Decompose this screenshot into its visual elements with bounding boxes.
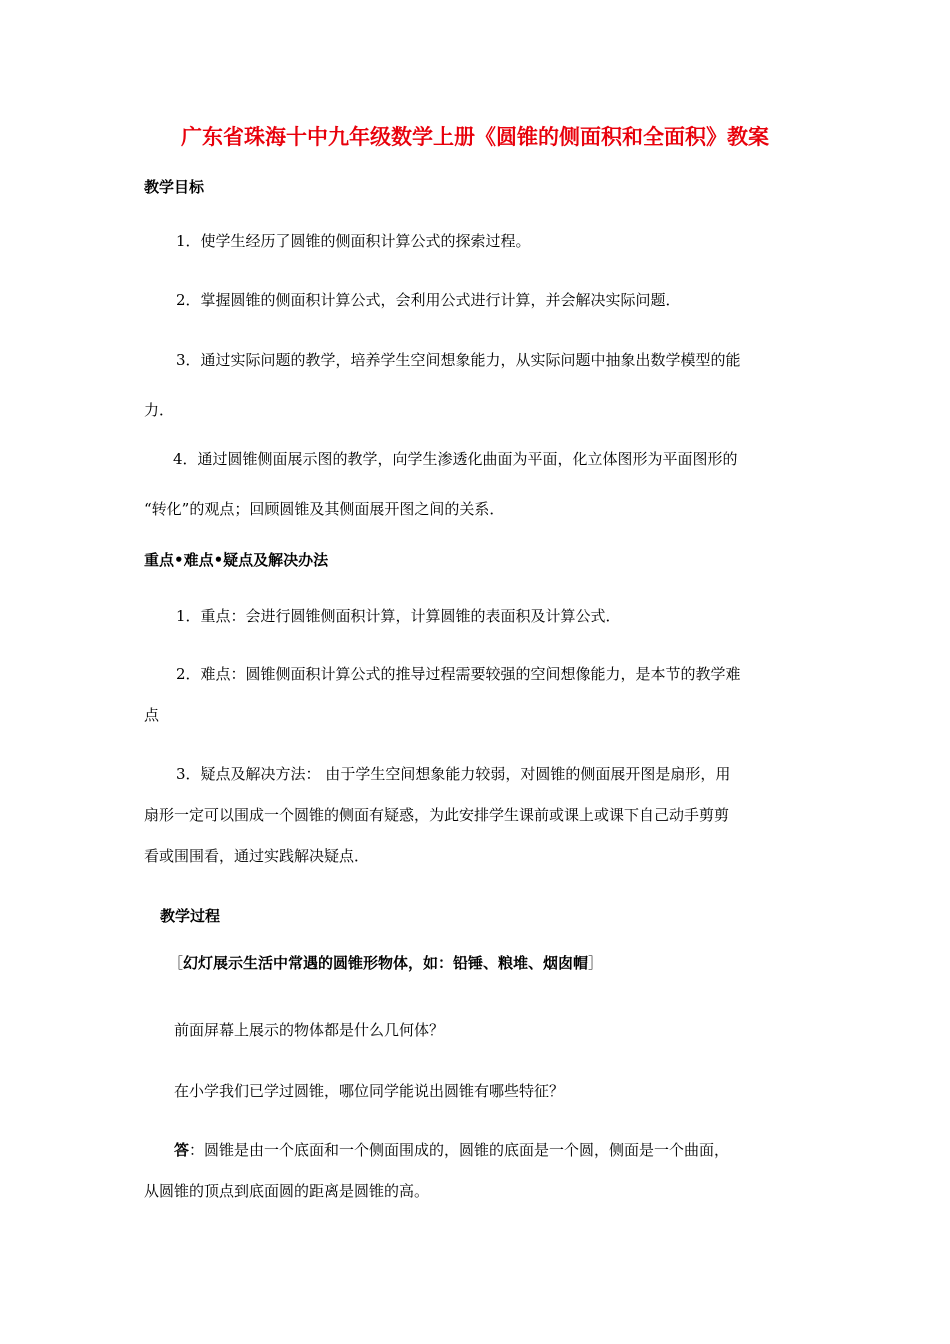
question-1: 前面屏幕上展示的物体都是什么几何体？: [174, 1021, 445, 1039]
goal-item-4: [144, 442, 810, 526]
slide-bracket-open: ［: [168, 954, 184, 972]
key-item-3: [144, 757, 810, 873]
key-item-3-line-3: 看或围围看，通过实践解决疑点．: [144, 847, 370, 865]
goal-item-2: 2．掌握圆锥的侧面积计算公式，会利用公式进行计算，并会解决实际问题．: [176, 291, 681, 309]
answer-line-2: 从圆锥的顶点到底面圆的距离是圆锥的高。: [144, 1182, 430, 1200]
key-item-3-line-2: 扇形一定可以围成一个圆锥的侧面有疑惑，为此安排学生课前或课上或课下自己动手剪剪: [144, 806, 730, 824]
document-title: 广东省珠海十中九年级数学上册《圆锥的侧面积和全面积》教案: [181, 125, 769, 149]
key-item-2-line-2: 点: [144, 706, 160, 724]
goal-item-3-line-1: 3．通过实际问题的教学，培养学生空间想象能力，从实际问题中抽象出数学模型的能: [176, 351, 741, 369]
key-item-3-line-1: 3．疑点及解决方法： 由于学生空间想象能力较弱，对圆锥的侧面展开图是扇形，用: [176, 765, 731, 783]
answer-line-1: [144, 1133, 810, 1167]
slide-note-text: 幻灯展示生活中常遇的圆锥形物体，如：铅锤、粮堆、烟囱帽: [183, 954, 589, 972]
key-item-2: [144, 657, 810, 732]
slide-note: [168, 946, 603, 980]
goal-item-3: [144, 343, 810, 427]
answer-label: 答: [174, 1141, 190, 1159]
section-heading-goals: 教学目标: [144, 178, 205, 196]
goal-item-3-line-2: 力．: [144, 401, 175, 419]
key-item-1: 1．重点：会进行圆锥侧面积计算，计算圆锥的表面积及计算公式．: [176, 607, 621, 625]
section-heading-process: 教学过程: [160, 907, 221, 925]
answer-line-1-text: ：圆锥是由一个底面和一个侧面围成的，圆锥的底面是一个圆，侧面是一个曲面，: [189, 1141, 730, 1159]
goal-item-1: 1．使学生经历了圆锥的侧面积计算公式的探索过程。: [176, 232, 531, 250]
section-heading-key-points: 重点•难点•疑点及解决办法: [144, 551, 329, 569]
goal-item-4-line-2: “转化”的观点；回顾圆锥及其侧面展开图之间的关系．: [144, 500, 505, 518]
slide-bracket-close: ］: [588, 954, 604, 972]
key-item-2-line-1: 2．难点：圆锥侧面积计算公式的推导过程需要较强的空间想像能力，是本节的教学难: [176, 665, 741, 683]
question-2: 在小学我们已学过圆锥，哪位同学能说出圆锥有哪些特征？: [174, 1082, 565, 1100]
answer-paragraph: [144, 1133, 810, 1208]
goal-item-4-line-1: 4．通过圆锥侧面展示图的教学，向学生渗透化曲面为平面，化立体图形为平面图形的: [173, 450, 738, 468]
